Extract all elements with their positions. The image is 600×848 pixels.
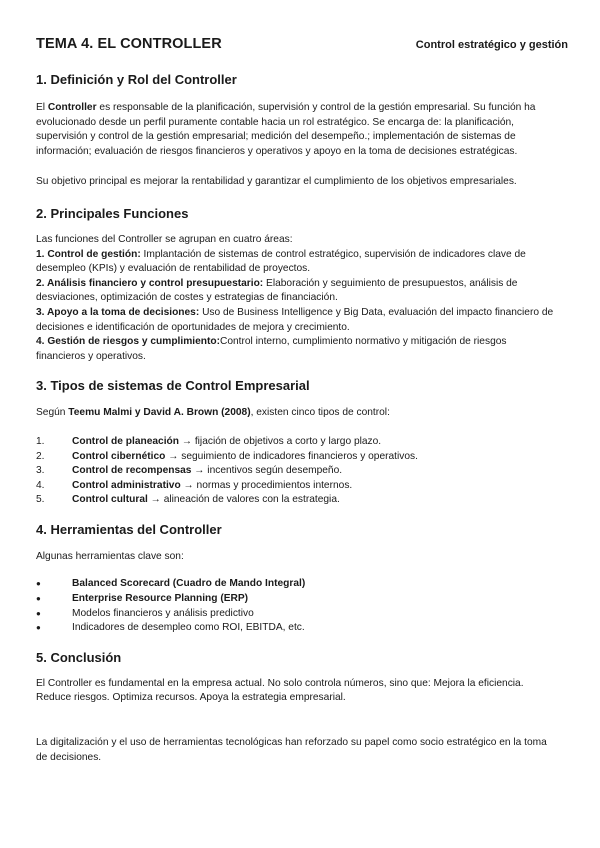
function-item: 2. Análisis financiero y control presupuestario: Elaboración y seguimiento de presupuestos, análisis de desviaciones, optimización de costes y estrategias de financiación. (36, 277, 518, 304)
bullet-icon: ● (36, 608, 41, 618)
document-subtitle: Control estratégico y gestión (415, 39, 568, 51)
tools-list (36, 577, 556, 635)
list-item: 5. Control cultural → alineación de valores con la estrategia. (36, 494, 340, 506)
bullet-icon: ● (36, 594, 41, 604)
section-4-heading: 4. Herramientas del Controller (36, 521, 222, 537)
section-2-heading: 2. Principales Funciones (36, 205, 189, 221)
section-3-heading: 3. Tipos de sistemas de Control Empresarial (36, 378, 310, 394)
section-1-heading: 1. Definición y Rol del Controller (36, 72, 237, 87)
function-item: 4. Gestión de riesgos y cumplimiento:Control interno, cumplimiento normativo y mitigación de riesgos financieros y operativos. (36, 336, 507, 362)
section-1-paragraph-2: Su objetivo principal es mejorar la rentabilidad y garantizar el cumplimiento de los objetivos empresariales. (36, 176, 517, 188)
list-item: ● Modelos financieros y análisis predictivo (36, 607, 556, 622)
list-item: ● Balanced Scorecard (Cuadro de Mando Integral) (36, 577, 556, 592)
function-item: 3. Apoyo a la toma de decisiones: Uso de Business Intelligence y Big Data, evaluación del impacto financiero de decisiones e identificación de oportunidades de mejora y crecimiento. (36, 306, 554, 333)
controller-term: Controller (47, 102, 97, 113)
section-1-paragraph-1: El Controller es responsable de la planificación, supervisión y control de la gestión empresarial. Su función ha evolucionado desde un perfil puramente contable hacia un rol estratégico. Se encarga de: la planificación, supervisión y control de la gestión empresarial; medición del desempeño.; implementación de sistemas de información; evaluación de riesgos financieros y operativos y apoyo en la toma de decisiones estratégicas. (36, 102, 536, 157)
section-4-intro: Algunas herramientas clave son: (36, 550, 184, 562)
list-item: 4. Control administrativo → normas y procedimientos internos. (36, 479, 353, 491)
list-item: ● Indicadores de desempleo como ROI, EBITDA, etc. (36, 621, 556, 636)
function-item: 1. Control de gestión: Implantación de sistemas de control estratégico, supervisión de indicadores clave de desempleo (KPIs) y evaluación de rentabilidad de proyectos. (36, 248, 526, 275)
section-5-heading: 5. Conclusión (36, 649, 122, 665)
section-2-body (36, 233, 556, 364)
authors-citation: Teemu Malmi y David A. Brown (2008) (68, 407, 251, 419)
bullet-icon: ● (36, 579, 41, 589)
list-item: 3. Control de recompensas → incentivos según desempeño. (36, 465, 343, 477)
document-title: TEMA 4. EL CONTROLLER (36, 36, 222, 52)
section-2-intro: Las funciones del Controller se agrupan en cuatro áreas: (36, 233, 293, 245)
document-page (36, 36, 568, 765)
list-item: 2. Control cibernético → seguimiento de indicadores financieros y operativos. (36, 450, 418, 462)
section-5-paragraph-2: La digitalización y el uso de herramientas tecnológicas han reforzado su papel como socio estratégico en la toma de decisiones. (36, 737, 547, 763)
list-item: ● Enterprise Resource Planning (ERP) (36, 592, 556, 607)
bullet-icon: ● (36, 623, 41, 633)
section-3-intro: Según Teemu Malmi y David A. Brown (2008), existen cinco tipos de control: (36, 407, 390, 419)
page-header (36, 36, 568, 58)
section-5-paragraph-1: El Controller es fundamental en la empresa actual. No solo controla números, sino que: Mejora la eficiencia. Reduce riesgos. Optimiza recursos. Apoya la estrategia empresarial. (36, 677, 524, 704)
control-types-list (36, 435, 556, 508)
list-item: 1. Control de planeación → fijación de objetivos a corto y largo plazo. (36, 435, 382, 447)
